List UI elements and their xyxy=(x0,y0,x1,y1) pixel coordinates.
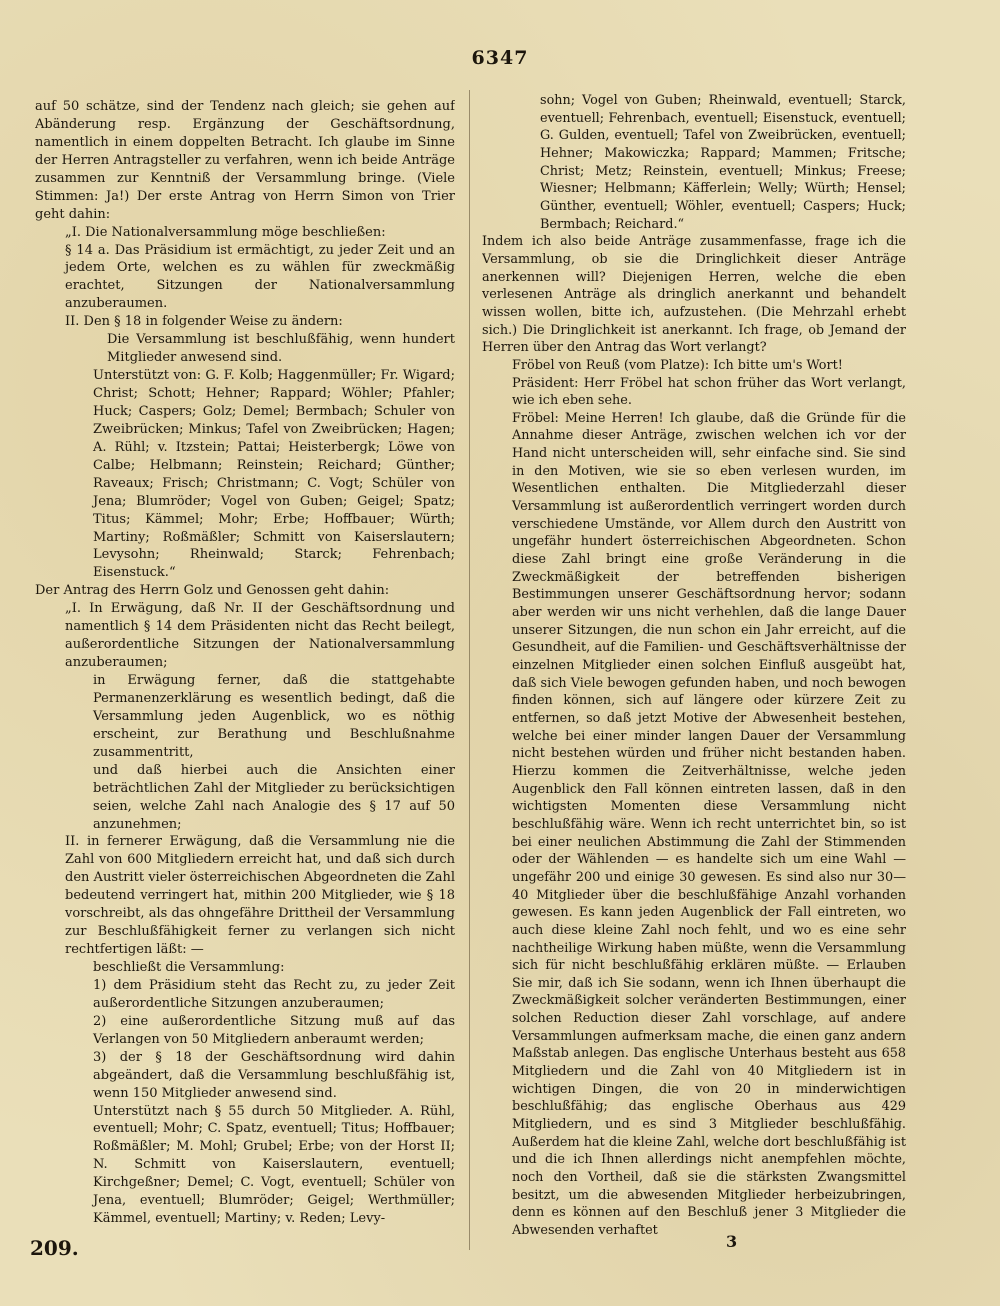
paragraph: Unterstützt von: G. F. Kolb; Haggenmüller; Fr. Wigard; Christ; Schott; Hehner; Rappard; Wöhler; Pfahler; Huck; Caspers; Golz; Demel; Bermbach; Schuler von Zweibrücken; Minkus; Tafel von Zweibrücken; Hagen; A. Rühl; v. Itzstein; Pattai; Heisterbergk; Löwe von Calbe; Helbmann; Reinstein; Reichard; Günther; Raveaux; Frisch; Christmann; C. Vogt; Schüler von Jena; Blumröder; Vogel von Guben; Geigel; Spatz; Titus; Kämmel; Mohr; Erbe; Hoffbauer; Würth; Martiny; Roßmäßler; Schmitt von Kaiserslautern; Levysohn; Rheinwald; Starck; Fehrenbach; Eisenstuck.“ xyxy=(93,368,455,581)
paragraph: Fröbel: Meine Herren! Ich glaube, daß die Gründe für die Annahme dieser Anträge, zwischen welchen ich vor der Hand nicht unterscheiden will, sehr einfache sind. Sie sind in den Motiven, wie sie so eben verlesen wurden, im Wesentlichen enthalten. Die Mitgliederzahl dieser Versammlung ist außerordentlich verringert worden durch verschiedene Umstände, vor Allem durch den Austritt von ungefähr hundert österreichischen Abgeordneten. Schon diese Zahl bringt eine große Veränderung in die Zweckmäßigkeit der betreffenden bisherigen Bestimmungen unserer Geschäftsordnung hervor; sodann aber werden wir uns nicht verhehlen, daß die lange Dauer unserer Sitzungen, die nun schon ein Jahr erreicht, auf die Gesundheit, auf die Familien- und Geschäftsverhältnisse der einzelnen Mitglieder einen solchen Einfluß ausgeübt hat, daß sich Viele bewogen gefunden haben, und noch bewogen finden können, sich auf längere oder kürzere Zeit zu entfernen, so daß jetzt Motive der Abwesenheit bestehen, welche bei einer minder langen Dauer der Versammlung nicht bestehen würden und früher nicht bestanden haben. Hierzu kommen die Zeitverhältnisse, welche jeden Augenblick den Fall können eintreten lassen, daß in den wichtigsten Momenten diese Versammlung nicht beschlußfähig wäre. Wenn ich recht unterrichtet bin, so ist bei einer neulichen Abstimmung die Zahl der Stimmenden oder der Wählenden — es handelte sich um eine Wahl — ungefähr 200 und einige 30 gewesen. Es sind also nur 30—40 Mitglieder über die beschlußfähige Anzahl vorhanden gewesen. Es kann jeden Augenblick der Fall eintreten, wo auch diese kleine Zahl noch fehlt, und wo es eine sehr nachtheilige Wirkung haben müßte, wenn die Versammlung sich für nicht beschlußfähig erklären müßte. — Erlauben Sie mir, daß ich Sie sodann, wenn ich Ihnen überhaupt die Zweckmäßigkeit solcher veränderten Bestimmungen, einer solchen Reduction dieser Zahl vorschlage, auf andere Versammlungen aufmerksam mache, die einen ganz andern Maßstab anlegen. Das englische Unterhaus besteht aus 658 Mitgliedern und die Zahl von 40 Mitgliedern ist in wichtigen Dingen, die von 20 in minderwichtigen beschlußfähig; das englische Oberhaus aus 429 Mitgliedern, und es sind 3 Mitglieder beschlußfähig. Außerdem hat die kleine Zahl, welche dort beschlußfähig ist und die ich Ihnen allerdings nicht anempfehlen möchte, noch den Vortheil, daß sie die stärksten Zwangsmittel besitzt, um die abwesenden Mitglieder herbeizubringen, denn es können auf den Beschluß jener 3 Mitglieder die Abwesenden verhaftet xyxy=(512,410,906,1238)
paragraph: Fröbel von Reuß (vom Platze): Ich bitte um's Wort! xyxy=(512,357,843,373)
paragraph: § 14 a. Das Präsidium ist ermächtigt, zu jeder Zeit und an jedem Orte, welchen es zu wählen für zweckmäßig erachtet, Sitzungen der Nationalversammlung anzuberaumen. xyxy=(65,242,455,312)
paragraph: II. Den § 18 in folgender Weise zu ändern: xyxy=(65,314,343,330)
signature-mark: 3 xyxy=(726,1232,738,1251)
paragraph: II. in fernerer Erwägung, daß die Versammlung nie die Zahl von 600 Mitgliedern erreicht hat, und daß sich durch den Austritt vieler österreichischen Abgeordneten die Zahl bedeutend verringert hat, mithin 200 Mitglieder, wie § 18 vorschreibt, als das ohngefähre Drittheil der Versammlung zur Beschlußfähigkeit ferner zu verlangen sich nicht rechtfertigen läßt: — xyxy=(65,834,455,958)
paragraph: Präsident: Herr Fröbel hat schon früher das Wort verlangt, wie ich eben sehe. xyxy=(512,375,906,409)
paragraph: „I. Die Nationalversammlung möge beschließen: xyxy=(65,224,386,240)
paragraph: Indem ich also beide Anträge zusammenfasse, frage ich die Versammlung, ob sie die Dringlichkeit dieser Anträge anerkennen will? Diejenigen Herren, welche die eben verlesenen Anträge als dringlich anerkannt und behandelt wissen wollen, bitte ich, aufzustehen. (Die Mehrzahl erhebt sich.) Die Dringlichkeit ist anerkannt. Ich frage, ob Jemand der Herren über den Antrag das Wort verlangt? xyxy=(482,234,906,356)
paragraph: „I. In Erwägung, daß Nr. II der Geschäftsordnung und namentlich § 14 dem Präsidenten nicht das Recht beilegt, außerordentliche Sitzungen der Nationalversammlung anzuberaumen; xyxy=(65,601,455,671)
left-column xyxy=(35,98,455,1248)
paragraph: sohn; Vogel von Guben; Rheinwald, eventuell; Starck, eventuell; Fehrenbach, eventuell; Eisenstuck, eventuell; G. Gulden, eventuell; Tafel von Zweibrücken, eventuell; Hehner; Makowiczka; Rappard; Mammen; Fritsche; Christ; Metz; Reinstein, eventuell; Minkus; Freese; Wiesner; Helbmann; Käfferlein; Welly; Würth; Hensel; Günther, eventuell; Wöhler, eventuell; Caspers; Huck; Bermbach; Reichard.“ xyxy=(540,93,906,232)
paragraph: Die Versammlung ist beschlußfähig, wenn hundert Mitglieder anwesend sind. xyxy=(107,332,455,366)
paragraph: 3) der § 18 der Geschäftsordnung wird dahin abgeändert, daß die Versammlung beschlußfähig ist, wenn 150 Mitglieder anwesend sind. xyxy=(93,1049,455,1101)
paragraph: Der Antrag des Herrn Golz und Genossen geht dahin: xyxy=(35,583,390,599)
paragraph: 1) dem Präsidium steht das Recht zu, zu jeder Zeit außerordentliche Sitzungen anzuberaumen; xyxy=(93,977,455,1011)
column-divider xyxy=(469,90,470,1250)
paragraph: 2) eine außerordentliche Sitzung muß auf das Verlangen von 50 Mitgliedern anberaumt werden; xyxy=(93,1013,455,1047)
paragraph: und daß hierbei auch die Ansichten einer beträchtlichen Zahl der Mitglieder zu berücksichtigen seien, welche Zahl nach Analogie des § 17 auf 50 anzunehmen; xyxy=(93,762,455,832)
page-number: 6347 xyxy=(471,47,529,69)
right-column xyxy=(482,92,906,1242)
sheet-number: 209. xyxy=(30,1236,79,1260)
paragraph: beschließt die Versammlung: xyxy=(93,960,285,975)
paragraph: Unterstützt nach § 55 durch 50 Mitglieder. A. Rühl, eventuell; Mohr; C. Spatz, eventuell; Titus; Hoffbauer; Roßmäßler; M. Mohl; Grubel; Erbe; von der Horst II; N. Schmitt von Kaiserslautern, eventuell; Kirchgeßner; Demel; C. Vogt, eventuell; Schüler von Jena, eventuell; Blumröder; Geigel; Werthmüller; Kämmel, eventuell; Martiny; v. Reden; Levy- xyxy=(93,1103,455,1227)
paragraph: in Erwägung ferner, daß die stattgehabte Permanenzerklärung es wesentlich bedingt, daß die Versammlung jeden Augenblick, wo es nöthig erscheint, zur Berathung und Beschlußnahme zusammentritt, xyxy=(93,673,455,760)
paragraph: auf 50 schätze, sind der Tendenz nach gleich; sie gehen auf Abänderung resp. Ergänzung der Geschäftsordnung, namentlich in einem doppelten Betracht. Ich glaube im Sinne der Herren Antragsteller zu verfahren, wenn ich beide Anträge zusammen zur Kenntniß der Versammlung bringe. (Viele Stimmen: Ja!) Der erste Antrag von Herrn Simon von Trier geht dahin: xyxy=(35,99,455,222)
